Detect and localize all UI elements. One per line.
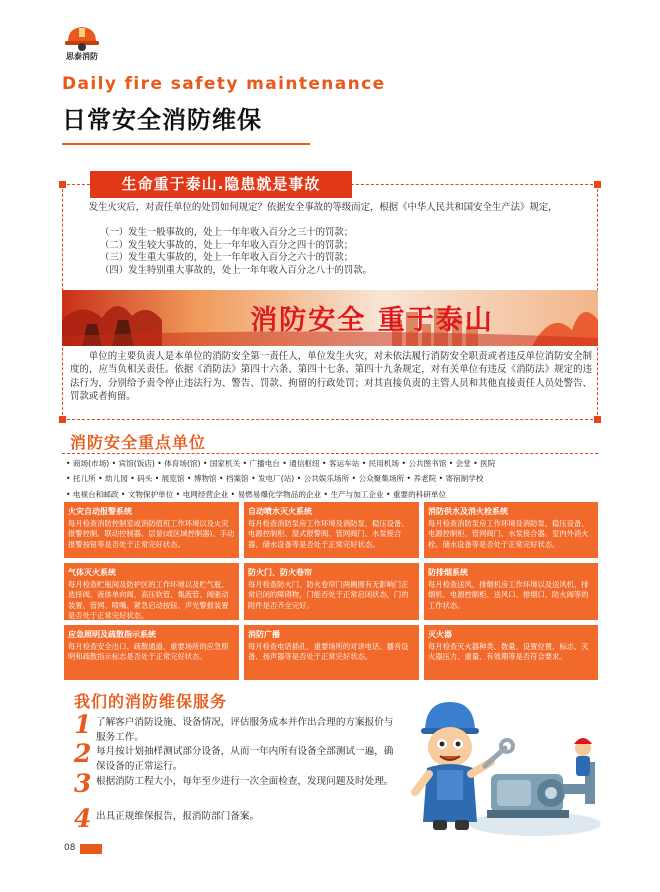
title-underline bbox=[62, 143, 310, 145]
box-corner-mark bbox=[59, 416, 66, 423]
key-unit-item: • 广播电台 bbox=[242, 459, 280, 468]
system-card-text: 每月检查灭火器种类、数量、设置位置、标志、灭火器压力、重量、有效期等是否符合要求。 bbox=[428, 642, 589, 662]
system-card-title: 消防广播 bbox=[248, 630, 280, 639]
system-card-title: 应急照明及疏散指示系统 bbox=[68, 630, 156, 639]
system-card-text: 每月检查送风、排烟机房工作环境以及送风机、排烟机、电源控制柜、送风口、排烟口、防火阀等的工作状态。 bbox=[428, 580, 589, 610]
responsibility-paragraph: 单位的主要负责人是本单位的消防安全第一责任人，单位发生火灾，对未依法履行消防安全职责或者违反单位消防安全制度的，应当负相关责任。依据《消防法》第四十六条、第四十七条、第四十九条规定，对有关单位有违反《消防法》规定的违法行为，分别给予责令停止违法行为、警告、罚款、拘留的行政处罚；对其直接负责的主管人员和其他直接责任人员处警告、罚款或者拘留。 bbox=[70, 351, 592, 402]
key-unit-item: • 会堂 bbox=[448, 459, 471, 468]
penalty-item: （四）发生特别重大事故的，处上一年年收入百分之八十的罚款。 bbox=[100, 264, 372, 276]
key-units-title: 消防安全重点单位 bbox=[70, 433, 207, 452]
penalty-item: （三）发生重大事故的，处上一年年收入百分之六十的罚款； bbox=[100, 252, 354, 263]
system-card-text: 每月检查安全出口、疏散通道、重要场所的应急照明和疏散指示标志是否处于正常完好状态。 bbox=[68, 642, 229, 662]
service-number: 3 bbox=[74, 769, 92, 798]
key-unit-item: • 托儿所 bbox=[66, 474, 96, 484]
key-unit-item: • 展览馆 bbox=[154, 474, 185, 484]
service-item bbox=[74, 771, 404, 807]
system-card-title: 消防供水及消火栓系统 bbox=[428, 507, 508, 516]
key-unit-item: • 公众聚集场所 bbox=[351, 474, 405, 484]
key-unit-item: • 体育场(馆) bbox=[157, 459, 201, 468]
system-card bbox=[424, 563, 598, 620]
system-card-title: 防排烟系统 bbox=[428, 568, 468, 577]
key-unit-item: • 医院 bbox=[473, 459, 496, 468]
system-card bbox=[424, 502, 598, 558]
key-unit-item: • 寄宿制学校 bbox=[438, 474, 484, 484]
english-title: Daily fire safety maintenance bbox=[62, 74, 386, 94]
system-card-text: 每月检查消防泵房工作环境及消防泵、稳压设备、电源控制柜、湿式报警阀、管网阀门、水泵接合器、储水设备等是否处于正常完好状态。 bbox=[248, 519, 409, 549]
system-card-title: 防火门、防火卷帘 bbox=[248, 568, 312, 577]
mechanic-illustration bbox=[405, 692, 605, 844]
service-text: 根据消防工程大小，每年至少进行一次全面检查，发现问题及时处理。 bbox=[96, 776, 394, 787]
system-card-title: 自动喷水灭火系统 bbox=[248, 507, 312, 516]
key-unit-item: • 客运车站 bbox=[322, 459, 360, 468]
key-unit-item: • 易燃易爆化学物品的企业 bbox=[230, 489, 322, 499]
box-corner-mark bbox=[59, 181, 66, 188]
key-unit-item: • 发电厂(站) bbox=[251, 474, 295, 484]
key-unit-item: • 公共图书馆 bbox=[401, 459, 447, 468]
services-title: 我们的消防维保服务 bbox=[74, 692, 228, 711]
key-unit-item: • 档案馆 bbox=[218, 474, 249, 484]
box-corner-mark bbox=[594, 181, 601, 188]
banner-headline: 消防安全 重于泰山 bbox=[250, 305, 494, 336]
service-number: 2 bbox=[74, 739, 92, 768]
key-unit-item: • 商场(市场) bbox=[66, 459, 110, 468]
service-number: 4 bbox=[74, 804, 92, 833]
service-item bbox=[74, 806, 404, 834]
page-number-bar bbox=[80, 844, 102, 854]
system-card bbox=[64, 625, 239, 680]
system-card-text: 每月检查电话插孔、重要场所的对讲电话、播音设备、扬声器等是否处于正常完好状态。 bbox=[248, 642, 409, 662]
page-number: 08 bbox=[64, 843, 76, 853]
system-card bbox=[424, 625, 598, 680]
repairman-with-wrench-icon bbox=[405, 692, 605, 844]
system-card-text: 每月检查消防泵房工作环境及消防泵、稳压设备、电源控制柜、管网阀门、水泵接合器、室内外消火栓、储水设备等是否处于正常完好状态。 bbox=[428, 519, 589, 549]
service-text: 每月按计划抽样测试部分设备，从而一年内所有设备全部测试一遍，确保设备的正常运行。 bbox=[96, 746, 394, 772]
system-card bbox=[64, 563, 239, 620]
system-card bbox=[244, 563, 419, 620]
fire-safety-banner-image bbox=[62, 290, 598, 346]
system-card bbox=[244, 625, 419, 680]
key-unit-item: • 文物保护单位 bbox=[120, 489, 174, 499]
key-unit-item: • 电网经营企业 bbox=[175, 489, 229, 499]
page-title: 日常安全消防维保 bbox=[62, 106, 262, 134]
penalty-item: （一）发生一般事故的，处上一年年收入百分之三十的罚款； bbox=[100, 227, 354, 238]
system-card bbox=[64, 502, 239, 558]
penalty-item: （二）发生较大事故的，处上一年年收入百分之四十的罚款； bbox=[100, 239, 354, 251]
key-unit-item: • 公共娱乐场所 bbox=[296, 474, 350, 484]
system-card-text: 每月检查防火门、防火卷帘门两侧围有无影响门正常启闭的障碍物，门能否处于正常启闭状态，门的附件是否齐全完好。 bbox=[248, 580, 409, 610]
system-card bbox=[244, 502, 419, 558]
system-card-title: 灭火器 bbox=[428, 630, 452, 639]
key-unit-item: • 码头 bbox=[130, 474, 153, 484]
key-unit-item: • 通信枢纽 bbox=[282, 459, 320, 468]
system-card-title: 气体灭火系统 bbox=[68, 568, 116, 577]
key-units-list bbox=[66, 456, 602, 502]
service-number: 1 bbox=[74, 710, 92, 739]
key-unit-item: • 宾馆(饭店) bbox=[111, 459, 155, 468]
key-unit-item: • 重要的科研单位 bbox=[386, 489, 447, 499]
system-card-text: 每月检查贮瓶间及防护区的工作环境以及贮气瓶、选择阀、液体单向阀、高压软管、集流管、阀驱动装置、管网、喷嘴、紧急启动按钮、声光警报装置是否处于正常完好状态。 bbox=[68, 580, 229, 621]
box-corner-mark bbox=[594, 416, 601, 423]
key-unit-item: • 博物馆 bbox=[186, 474, 217, 484]
system-card-title: 火灾自动报警系统 bbox=[68, 507, 132, 516]
logo-text: 思泰消防 bbox=[66, 52, 98, 61]
service-text: 出具正规维保报告，报消防部门备案。 bbox=[96, 811, 260, 822]
section-divider bbox=[62, 453, 598, 454]
key-unit-item: • 民用机场 bbox=[361, 459, 400, 468]
service-text: 了解客户消防设施、设备情况，评估服务成本并作出合理的方案报价与服务工作。 bbox=[96, 717, 394, 743]
key-unit-item: • 幼儿园 bbox=[98, 474, 128, 484]
key-unit-item: • 国家机关 bbox=[202, 459, 241, 468]
key-unit-item: • 养老院 bbox=[406, 474, 437, 484]
firefighter-helmet-icon bbox=[62, 22, 102, 52]
section-banner: 生命重于泰山.隐患就是事故 bbox=[90, 171, 352, 198]
key-unit-item: • 生产与加工企业 bbox=[323, 489, 384, 499]
key-unit-item: • 电视台和邮政 bbox=[66, 489, 119, 499]
penalty-intro: 发生火灾后，对责任单位的处罚如何规定？依据安全事故的等级而定，根据《中华人民共和国安全生产法》规定， bbox=[88, 202, 558, 213]
system-card-text: 每月检查消防控制室或消防值班工作环境以及火灾报警控制、联动控制器、层显(或区域控制器)、手动报警按钮等是否处于正常完好状态。 bbox=[68, 519, 235, 549]
brand-logo bbox=[62, 22, 102, 60]
